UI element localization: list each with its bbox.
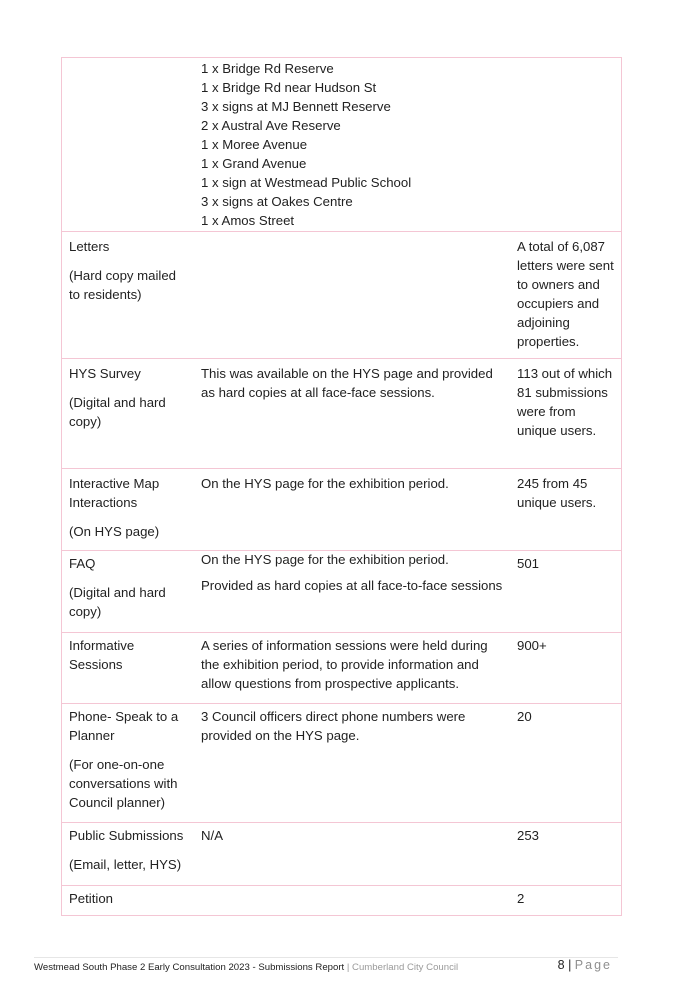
method-title: Informative Sessions — [69, 638, 135, 672]
submissions-table — [61, 57, 622, 916]
list-item: 1 x Moree Avenue — [201, 137, 308, 152]
method-cell — [69, 237, 187, 304]
method-note: (For one-on-one conversations with Council planner) — [69, 757, 178, 810]
description-cell — [201, 550, 509, 595]
result-text: 900+ — [517, 638, 547, 653]
result-text: A total of 6,087 letters were sent to owners and occupiers and adjoining properties. — [517, 239, 614, 349]
method-cell — [69, 636, 187, 674]
result-cell — [517, 237, 617, 351]
description-cell — [201, 364, 509, 402]
list-item: 1 x Amos Street — [201, 213, 295, 228]
method-cell — [69, 889, 187, 908]
result-cell — [517, 636, 617, 655]
description-text: A series of information sessions were held during the exhibition period, to provide information and allow questions from prospective applicants. — [201, 638, 488, 691]
description-text: This was available on the HYS page and provided as hard copies at all face-face sessions. — [201, 366, 493, 400]
description-text: Provided as hard copies at all face-to-face sessions — [201, 578, 503, 593]
method-cell — [69, 474, 187, 541]
list-item: 3 x signs at Oakes Centre — [201, 194, 353, 209]
result-cell — [517, 826, 617, 845]
page-number-value: 8 — [557, 958, 565, 972]
footer-text — [34, 962, 458, 973]
description-text: On the HYS page for the exhibition period. — [201, 476, 449, 491]
signs-list — [201, 59, 509, 230]
description-text: 3 Council officers direct phone numbers were provided on the HYS page. — [201, 709, 466, 743]
result-text: 501 — [517, 556, 540, 571]
table-row-interactive-map — [62, 468, 621, 551]
method-note: (Hard copy mailed to residents) — [69, 268, 177, 302]
method-note: (Digital and hard copy) — [69, 395, 166, 429]
method-cell — [69, 707, 187, 812]
footer-separator: | — [346, 962, 350, 973]
result-text: 245 from 45 unique users. — [517, 476, 597, 510]
page-number-separator: | — [568, 958, 572, 972]
table-row-petition — [62, 885, 621, 917]
method-title: Petition — [69, 891, 113, 906]
table-row-informative-sessions — [62, 632, 621, 704]
method-cell — [69, 826, 197, 874]
list-item: 1 x Bridge Rd Reserve — [201, 61, 334, 76]
footer-document-title: Westmead South Phase 2 Early Consultation 2023 - Submissions Report — [34, 962, 345, 973]
method-note: (Digital and hard copy) — [69, 585, 166, 619]
table-row-public-submissions — [62, 822, 621, 886]
method-note: (On HYS page) — [69, 524, 160, 539]
page-number — [558, 958, 612, 972]
result-cell — [517, 889, 617, 908]
page-footer — [34, 957, 618, 980]
description-text: On the HYS page for the exhibition period. — [201, 552, 449, 567]
result-text: 2 — [517, 891, 525, 906]
method-title: Phone- Speak to a Planner — [69, 709, 179, 743]
result-text: 20 — [517, 709, 532, 724]
table-row-faq — [62, 550, 621, 633]
list-item: 2 x Austral Ave Reserve — [201, 118, 341, 133]
description-cell — [201, 826, 509, 845]
description-text: N/A — [201, 828, 223, 843]
result-cell — [517, 707, 617, 726]
table-row-signs — [62, 58, 621, 231]
result-text: 253 — [517, 828, 540, 843]
page-word: Page — [574, 958, 612, 972]
description-cell — [201, 636, 509, 693]
result-text: 113 out of which 81 submissions were from unique users. — [517, 366, 613, 438]
result-cell — [517, 554, 617, 573]
table-row-hys-survey — [62, 358, 621, 469]
table-row-letters — [62, 231, 621, 359]
result-cell — [517, 364, 617, 440]
method-cell — [69, 554, 187, 621]
list-item: 1 x Grand Avenue — [201, 156, 307, 171]
description-cell — [201, 474, 509, 493]
method-note: (Email, letter, HYS) — [69, 857, 182, 872]
method-cell — [69, 364, 187, 431]
description-cell — [201, 707, 509, 745]
footer-council: Cumberland City Council — [352, 962, 459, 973]
method-title: Letters — [69, 239, 110, 254]
list-item: 1 x Bridge Rd near Hudson St — [201, 80, 377, 95]
result-cell — [517, 474, 617, 512]
list-item: 3 x signs at MJ Bennett Reserve — [201, 99, 391, 114]
table-row-phone — [62, 703, 621, 823]
method-title: HYS Survey — [69, 366, 141, 381]
list-item: 1 x sign at Westmead Public School — [201, 175, 412, 190]
method-title: FAQ — [69, 556, 96, 571]
method-title: Interactive Map Interactions — [69, 476, 160, 510]
method-title: Public Submissions — [69, 828, 184, 843]
